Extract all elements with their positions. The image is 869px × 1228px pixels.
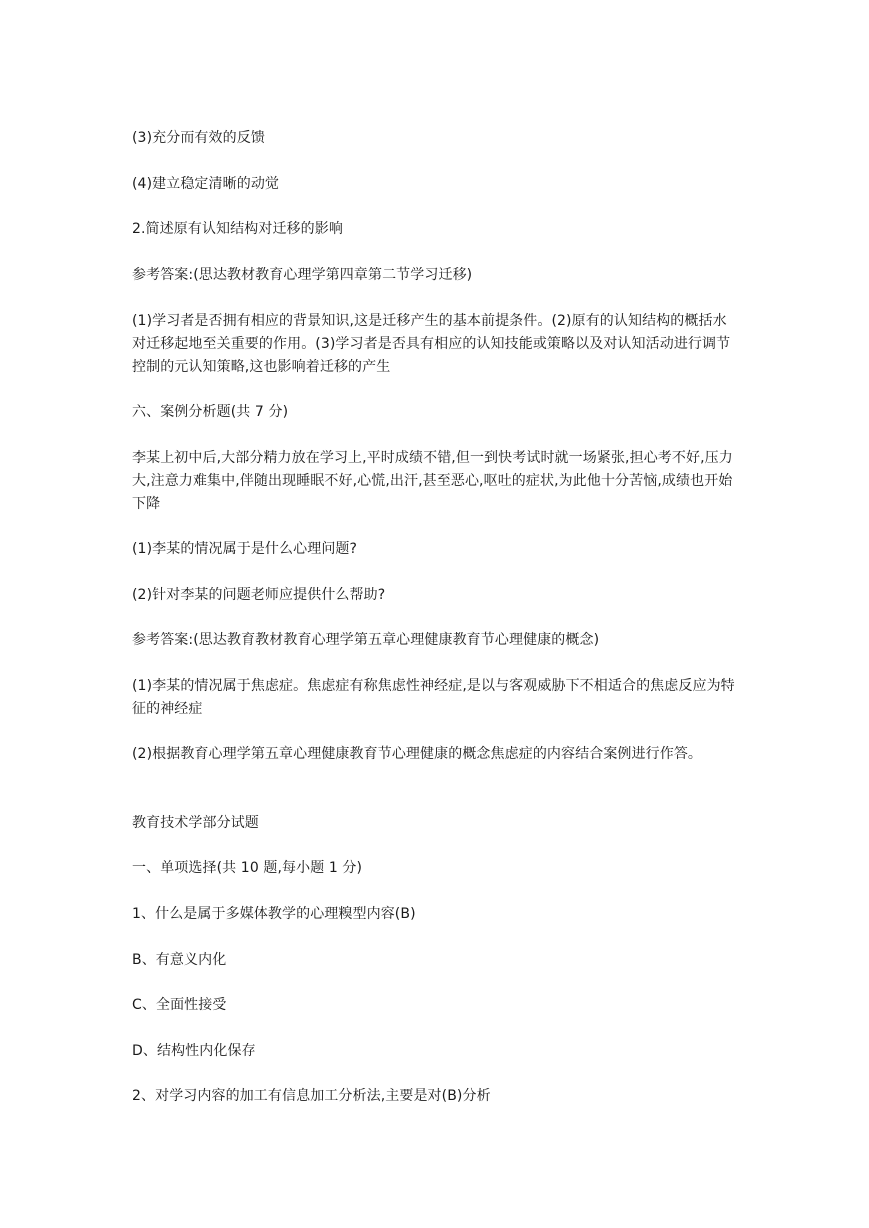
question-item: (2)针对李某的问题老师应提供什么帮助? (132, 587, 386, 603)
question-item: 2、对学习内容的加工有信息加工分析法,主要是对(B)分析 (132, 1088, 491, 1104)
question-heading: 2.简述原有认知结构对迁移的影响 (132, 221, 343, 237)
answer-paragraph: (2)根据教育心理学第五章心理健康教育节心理健康的概念焦虑症的内容结合案例进行作答。 (132, 746, 703, 762)
answer-reference: 参考答案:(思达教育教材教育心理学第五章心理健康教育节心理健康的概念) (132, 632, 600, 648)
option-item: D、结构性内化保存 (132, 1043, 256, 1059)
option-item: C、全面性接受 (132, 997, 227, 1013)
question-item: (1)李某的情况属于是什么心理问题? (132, 541, 358, 557)
answer-paragraph: (1)李某的情况属于焦虑症。焦虑症有称焦虑性神经症,是以与客观威胁下不相适合的焦虑反应为特征的神经症 (132, 678, 735, 717)
section-heading: 六、案例分析题(共 7 分) (132, 404, 289, 420)
answer-paragraph: (1)学习者是否拥有相应的背景知识,这是迁移产生的基本前提条件。(2)原有的认知结构的概括水对迁移起地至关重要的作用。(3)学习者是否具有相应的认知技能或策略以及对认知活动进行调节控制的元认知策略,这也影响着迁移的产生 (132, 313, 731, 375)
section-heading: 一、单项选择(共 10 题,每小题 1 分) (132, 860, 363, 876)
text-paragraph: (4)建立稳定清晰的动觉 (132, 176, 280, 192)
section-heading: 教育技术学部分试题 (132, 815, 259, 831)
question-item: 1、什么是属于多媒体教学的心理糗型内容(B) (132, 906, 416, 922)
text-paragraph: (3)充分而有效的反馈 (132, 130, 265, 146)
option-item: B、有意义内化 (132, 952, 227, 968)
case-paragraph: 李某上初中后,大部分精力放在学习上,平时成绩不错,但一到快考试时就一场紧张,担心考不好,压力大,注意力难集中,伴随出现睡眠不好,心慌,出汗,甚至恶心,呕吐的症状,为此他十分苦恼,成绩也开始下降 (132, 450, 733, 512)
answer-reference: 参考答案:(思达教材教育心理学第四章第二节学习迁移) (132, 267, 473, 283)
